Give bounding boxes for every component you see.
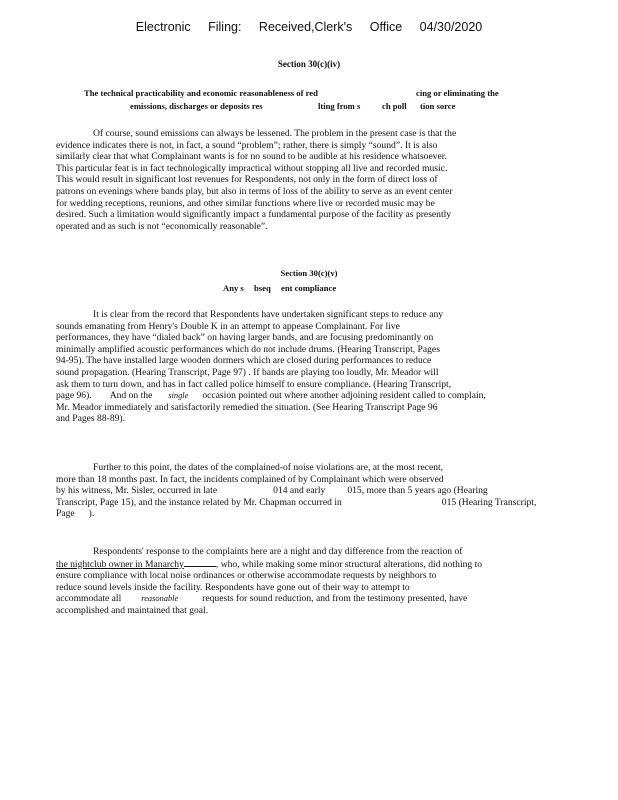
text-span: by his witness, Mr. Sisler, occurred in late — [56, 485, 218, 497]
section-subtitle-iv-line1b: cing or eliminating the — [416, 88, 499, 98]
paragraph-comparison — [56, 546, 526, 617]
text-line: This particular feat is in fact technologically impractical without stopping all live and recorded music. — [56, 162, 448, 174]
text-line — [56, 593, 526, 605]
text-line: for wedding receptions, reunions, and other similar functions where live or recorded music may be — [56, 197, 435, 209]
text-line: patrons on evenings where bands play, but also in terms of loss of the ability to serve as an event center — [56, 185, 453, 197]
text-span: accommodate all — [56, 593, 122, 605]
section-subtitle-iv-line2b: lting from s — [318, 101, 361, 111]
text-span: 015, more than 5 years ago (Hearing — [347, 485, 488, 497]
text-line: operated and as such is not “economically reasonable”. — [56, 220, 268, 232]
text-line — [56, 558, 526, 571]
text-span: 015 (Hearing Transcript, — [441, 496, 537, 508]
paragraph-subsequent-compliance — [56, 309, 526, 425]
emphasis-single: single — [168, 391, 189, 401]
text-span: And on the — [109, 390, 153, 402]
emphasis-reasonable: reasonable — [141, 594, 179, 604]
section-subtitle-iv-line1a: The technical practicability and economic reasonableness of red — [84, 88, 318, 98]
text-span: , who, while making some minor structural alterations, did nothing to — [215, 558, 483, 570]
paragraph-economic-reasonableness — [56, 128, 526, 232]
text-span: ). — [88, 508, 95, 520]
text-span: page 96). — [56, 390, 92, 402]
filing-header: Electronic Filing: Received,Clerk's Office 04/30/2020 — [135, 20, 483, 34]
text-line: Respondents' response to the complaints here are a night and day difference from the reaction of — [93, 546, 463, 557]
section-subtitle-iv-line2d: tion sorce — [420, 101, 456, 111]
text-line: more than 18 months past. In fact, the incidents complained of by Complainant which were observed — [56, 473, 444, 485]
text-line — [56, 390, 526, 402]
text-line: 94-95). The have installed large wooden dormers which are closed during performances to reduce — [56, 355, 432, 367]
underline-blank — [184, 558, 216, 567]
text-line: similarly clear that what Complainant wants is for no sound to be audible at his residence whatsoever. — [56, 151, 447, 163]
text-line: This would result in significant lost revenues for Respondents, not only in the form of direct loss of — [56, 174, 438, 186]
text-line: sound propagation. (Hearing Transcript, Page 97) . If bands are playing too loudly, Mr. Meador will — [56, 366, 439, 378]
text-line: Further to this point, the dates of the complained-of noise violations are, at the most recent, — [93, 462, 444, 473]
section-heading-v: Section 30(c)(v) — [280, 268, 338, 278]
text-span: Page — [56, 508, 75, 520]
section-subtitle-v-a: Any s — [223, 283, 244, 293]
text-line: accomplished and maintained that goal. — [56, 604, 209, 616]
text-line: reduce sound levels inside the facility. Respondents have gone out of their way to attempt to — [56, 581, 410, 593]
text-span: Transcript, Page 15), and the instance related by Mr. Chapman occurred in — [56, 496, 342, 508]
text-line: Of course, sound emissions can always be lessened. The problem in the present case is that the — [93, 128, 457, 139]
text-line: Mr. Meador immediately and satisfactorily remedied the situation. (See Hearing Transcript Page 96 — [56, 401, 438, 413]
text-line: sounds emanating from Henry's Double K in an attempt to appease Complainant. For live — [56, 320, 400, 332]
text-span: the nightclub owner in Manarchy — [56, 558, 184, 570]
section-subtitle-v-b: bseq — [254, 283, 271, 293]
text-line — [56, 485, 526, 497]
text-line: and Pages 88-89). — [56, 413, 126, 425]
text-line: performances, they have “dialed back” on having larger bands, and are focusing predominantly on — [56, 332, 434, 344]
text-line: evidence indicates there is not, in fact, a sound “problem”; rather, there is simply “sound”. It is also — [56, 139, 438, 151]
text-line: minimally amplified acoustic performances which do not include drums. (Hearing Transcript, Pages — [56, 343, 440, 355]
text-line: ensure compliance with local noise ordinances or otherwise accommodate requests by neighbors to — [56, 570, 437, 582]
paragraph-dates — [56, 462, 537, 520]
text-line: desired. Such a limitation would significantly impact a fundamental purpose of the facility as presently — [56, 209, 452, 221]
section-subtitle-iv-line2a: emissions, discharges or deposits res — [130, 101, 263, 111]
section-subtitle-v-c: ent compliance — [281, 283, 337, 293]
text-line: ask them to turn down, and has in fact called police himself to ensure compliance. (Hearing Transcript, — [56, 378, 452, 390]
text-span: requests for sound reduction, and from the testimony presented, have — [202, 593, 468, 605]
text-span: 014 and early — [273, 485, 326, 497]
text-line — [56, 496, 537, 509]
text-span: occasion pointed out where another adjoining resident called to complain, — [202, 390, 486, 402]
section-heading-iv: Section 30(c)(iv) — [277, 59, 341, 69]
section-subtitle-iv-line2c: ch poll — [382, 101, 407, 111]
text-line — [56, 508, 526, 520]
text-line: It is clear from the record that Respondents have undertaken significant steps to reduce any — [93, 309, 444, 320]
